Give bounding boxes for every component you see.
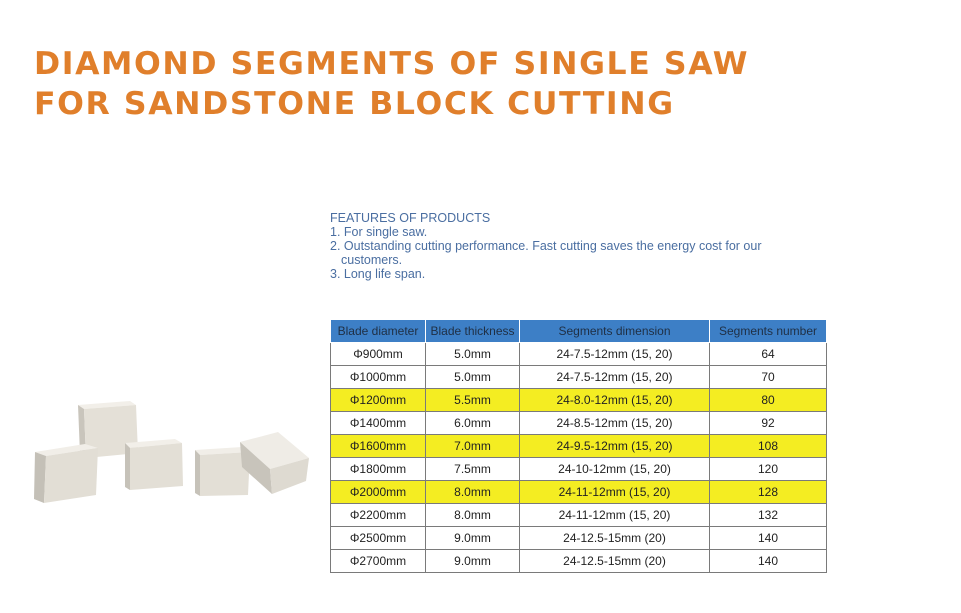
cell-blade-thickness: 6.0mm: [426, 412, 520, 435]
features-section: [330, 211, 761, 281]
cell-segments-number: 108: [710, 435, 827, 458]
title-line-2: FOR SANDSTONE BLOCK CUTTING: [34, 86, 675, 122]
cell-segments-dimension: 24-8.0-12mm (15, 20): [520, 389, 710, 412]
cell-blade-thickness: 9.0mm: [426, 527, 520, 550]
cell-segments-number: 70: [710, 366, 827, 389]
table-row: [331, 550, 827, 573]
table-header-row: [331, 320, 827, 343]
cell-blade-diameter: Φ2000mm: [331, 481, 426, 504]
cell-segments-number: 128: [710, 481, 827, 504]
cell-segments-dimension: 24-11-12mm (15, 20): [520, 504, 710, 527]
features-heading: FEATURES OF PRODUCTS: [330, 211, 491, 225]
header-segments-number: Segments number: [710, 320, 827, 343]
cell-blade-diameter: Φ2200mm: [331, 504, 426, 527]
header-blade-diameter: Blade diameter: [331, 320, 426, 343]
cell-segments-dimension: 24-9.5-12mm (15, 20): [520, 435, 710, 458]
cell-blade-thickness: 8.0mm: [426, 481, 520, 504]
cell-segments-number: 80: [710, 389, 827, 412]
table-row: [331, 343, 827, 366]
cell-segments-number: 132: [710, 504, 827, 527]
header-segments-dimension: Segments dimension: [520, 320, 710, 343]
cell-blade-diameter: Φ2500mm: [331, 527, 426, 550]
title-line-1: DIAMOND SEGMENTS OF SINGLE SAW: [34, 46, 750, 82]
cell-segments-dimension: 24-10-12mm (15, 20): [520, 458, 710, 481]
diamond-segments-photo-icon: [30, 395, 320, 510]
header-blade-thickness: Blade thickness: [426, 320, 520, 343]
cell-blade-diameter: Φ900mm: [331, 343, 426, 366]
cell-segments-number: 64: [710, 343, 827, 366]
segment-block-2: [125, 439, 183, 490]
cell-blade-thickness: 8.0mm: [426, 504, 520, 527]
segment-block-5: [240, 432, 309, 494]
table-row: [331, 504, 827, 527]
table-row: [331, 458, 827, 481]
cell-blade-thickness: 5.5mm: [426, 389, 520, 412]
feature-item-3: 3. Long life span.: [330, 267, 426, 281]
cell-segments-number: 120: [710, 458, 827, 481]
cell-blade-thickness: 5.0mm: [426, 366, 520, 389]
cell-blade-diameter: Φ1200mm: [331, 389, 426, 412]
cell-segments-dimension: 24-7.5-12mm (15, 20): [520, 366, 710, 389]
feature-item-2: 2. Outstanding cutting performance. Fast cutting saves the energy cost for our: [330, 239, 762, 253]
cell-blade-diameter: Φ1000mm: [331, 366, 426, 389]
cell-segments-dimension: 24-7.5-12mm (15, 20): [520, 343, 710, 366]
cell-blade-diameter: Φ1800mm: [331, 458, 426, 481]
cell-blade-thickness: 5.0mm: [426, 343, 520, 366]
cell-segments-dimension: 24-8.5-12mm (15, 20): [520, 412, 710, 435]
cell-segments-dimension: 24-12.5-15mm (20): [520, 550, 710, 573]
table-row: [331, 527, 827, 550]
feature-item-2-continued: customers.: [341, 253, 403, 267]
feature-item-1: 1. For single saw.: [330, 225, 428, 239]
cell-segments-dimension: 24-11-12mm (15, 20): [520, 481, 710, 504]
cell-blade-diameter: Φ1600mm: [331, 435, 426, 458]
cell-segments-number: 92: [710, 412, 827, 435]
table-row: [331, 412, 827, 435]
segment-block-3: [34, 444, 98, 503]
page-title: [34, 44, 749, 124]
cell-segments-number: 140: [710, 527, 827, 550]
specification-table: [330, 319, 827, 573]
cell-blade-thickness: 7.5mm: [426, 458, 520, 481]
cell-blade-thickness: 9.0mm: [426, 550, 520, 573]
cell-blade-thickness: 7.0mm: [426, 435, 520, 458]
cell-blade-diameter: Φ1400mm: [331, 412, 426, 435]
cell-blade-diameter: Φ2700mm: [331, 550, 426, 573]
table-row: [331, 366, 827, 389]
cell-segments-number: 140: [710, 550, 827, 573]
table-body: [331, 343, 827, 573]
table-row: [331, 435, 827, 458]
table-row: [331, 481, 827, 504]
cell-segments-dimension: 24-12.5-15mm (20): [520, 527, 710, 550]
table-row: [331, 389, 827, 412]
